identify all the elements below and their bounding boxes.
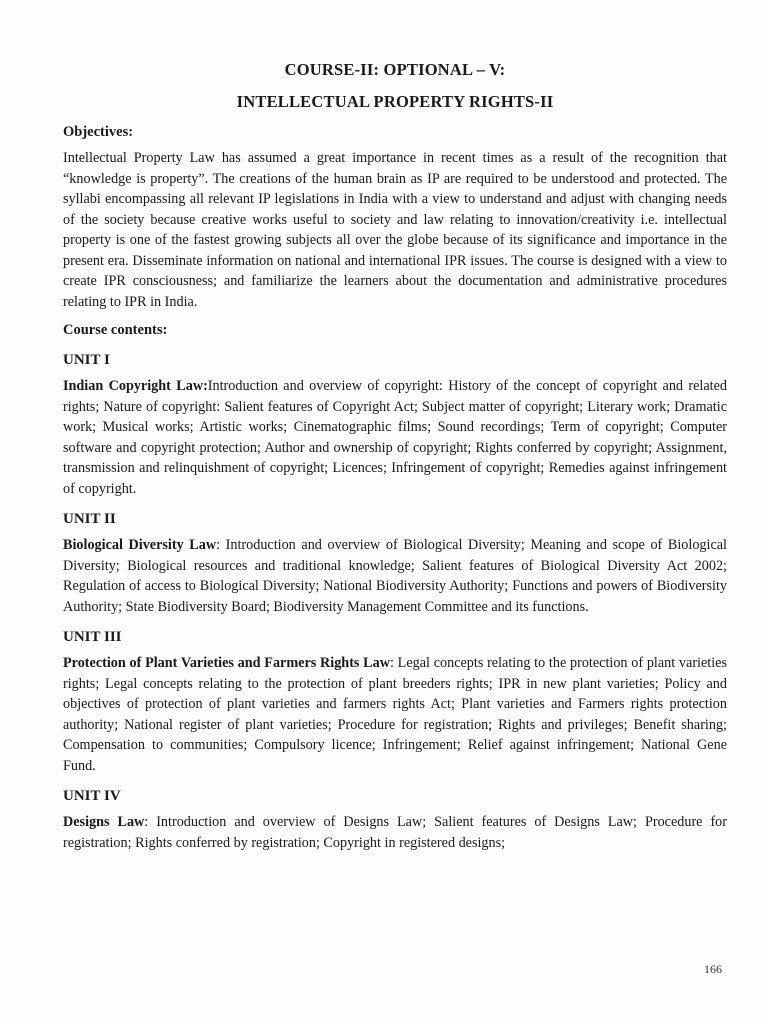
unit-1-body: Introduction and overview of copyright: History of the concept of copyright and related rights; Nature of copyright: Salient features of Copyright Act; Subject matter of copyright; Literary work; Dramatic work; Musical works; Artistic works; Cinematographic films; Sound recordings; Term of copyright; Computer software and copyright protection; Author and ownership of copyright; Rights conferred by copyright; Assignment, transmission and relinquishment of copyright; Licences; Infringement of copyright; Remedies against infringement of copyright.	[63, 378, 728, 497]
course-contents-heading: Course contents:	[63, 322, 168, 338]
unit-1-lead: Indian Copyright Law:	[63, 378, 208, 394]
page-content	[63, 56, 727, 853]
objectives-text: Intellectual Property Law has assumed a great importance in recent times as a result of the recognition that “knowledge is property”. The creations of the human brain as IP are required to be understood and protected. The syllabi encompassing all relevant IP legislations in India with a view to understand and adjust with changing needs of the society because creative works useful to society and law relating to innovation/creativity i.e. intellectual property is one of the fastest growing subjects all over the globe because of its significance and importance in the present era. Disseminate information on national and international IPR issues. The course is designed with a view to create IPR consciousness; and familiarize the learners about the documentation and administrative procedures relating to IPR in India.	[63, 150, 727, 310]
unit-1-title: UNIT I	[63, 352, 110, 368]
unit-4-lead: Designs Law	[63, 814, 145, 830]
unit-3-lead: Protection of Plant Varieties and Farmers Rights Law	[63, 655, 390, 671]
course-subtitle: INTELLECTUAL PROPERTY RIGHTS-II	[236, 92, 554, 111]
unit-2-body: : Introduction and overview of Biological Diversity; Meaning and scope of Biological Diversity; Biological resources and traditional knowledge; Salient features of Biological Diversity Act 2002; Regulation of access to Biological Diversity; National Biodiversity Authority; Functions and powers of Biodiversity Authority; State Biodiversity Board; Biodiversity Management Committee and its functions.	[63, 537, 727, 615]
unit-3-title: UNIT III	[63, 629, 122, 645]
unit-3-body: : Legal concepts relating to the protection of plant varieties rights; Legal concepts relating to the protection of plant breeders rights; IPR in new plant varieties; Policy and objectives of protection of plant varieties and farmers rights Act; Plant varieties and Farmers rights protection authority; National register of plant varieties; Procedure for registration; Rights and privileges; Benefit sharing; Compensation to communities; Compulsory licence; Infringement; Relief against infringement; National Gene Fund.	[63, 655, 727, 774]
objectives-heading: Objectives:	[63, 124, 134, 140]
unit-1-text	[63, 376, 727, 499]
unit-4-title: UNIT IV	[63, 788, 121, 804]
unit-2-title: UNIT II	[63, 511, 116, 527]
unit-4-body: : Introduction and overview of Designs Law; Salient features of Designs Law; Procedure for registration; Rights conferred by registration; Copyright in registered designs;	[63, 814, 727, 851]
unit-4-text	[63, 812, 727, 853]
unit-3-text	[63, 653, 727, 776]
page-number: 166	[704, 962, 722, 976]
unit-2-text	[63, 535, 727, 617]
course-title: COURSE-II: OPTIONAL – V:	[284, 60, 506, 79]
unit-2-lead: Biological Diversity Law	[63, 537, 217, 553]
